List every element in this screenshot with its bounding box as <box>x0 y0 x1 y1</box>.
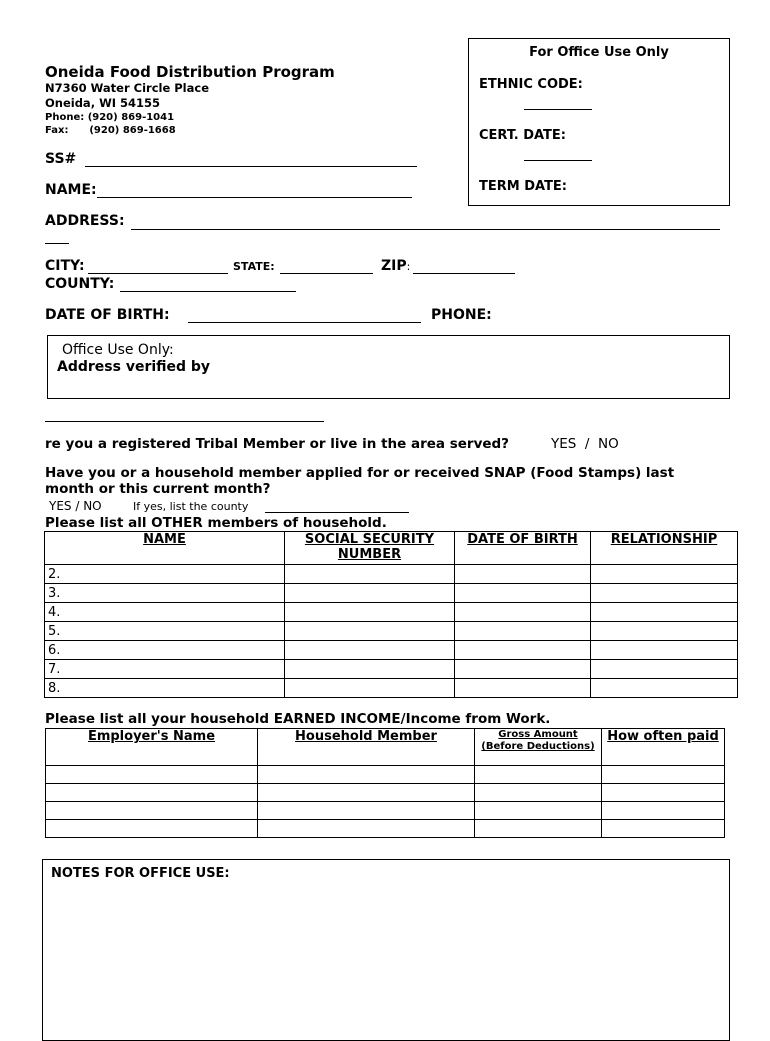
members-heading: Please list all OTHER members of household. <box>45 515 387 531</box>
income-header-row <box>46 729 725 766</box>
address-verified-box <box>47 335 730 399</box>
col-dob-header: DATE OF BIRTH <box>455 532 591 565</box>
verified-by-signature-line[interactable] <box>45 421 324 422</box>
member-cell[interactable] <box>258 820 475 838</box>
gross-cell[interactable] <box>475 784 602 802</box>
dob-cell[interactable] <box>455 641 591 660</box>
address-field[interactable] <box>131 229 720 230</box>
relationship-cell[interactable] <box>591 584 738 603</box>
verify-by-label: Address verified by <box>57 359 211 375</box>
ss-label: SS# <box>45 151 77 167</box>
frequency-cell[interactable] <box>602 766 725 784</box>
program-phone: Phone: (920) 869-1041 <box>45 112 175 123</box>
name-label: NAME: <box>45 182 97 198</box>
dob-label: DATE OF BIRTH: <box>45 307 170 323</box>
row-number[interactable]: 5. <box>45 622 285 641</box>
relationship-cell[interactable] <box>591 679 738 698</box>
gross-cell[interactable] <box>475 766 602 784</box>
county-field[interactable] <box>120 291 296 292</box>
tribal-question: re you a registered Tribal Member or live in the area served? <box>45 436 510 452</box>
zip-field[interactable] <box>413 273 515 274</box>
state-label: STATE: <box>233 260 275 273</box>
dob-cell[interactable] <box>455 660 591 679</box>
member-cell[interactable] <box>258 784 475 802</box>
frequency-cell[interactable] <box>602 820 725 838</box>
tribal-yes-no[interactable]: YES / NO <box>551 436 619 452</box>
relationship-cell[interactable] <box>591 641 738 660</box>
ssn-cell[interactable] <box>285 603 455 622</box>
program-title: Oneida Food Distribution Program <box>45 63 335 81</box>
col-how-often-header: How often paid <box>602 729 725 766</box>
ethnic-code-label: ETHNIC CODE: <box>479 77 583 92</box>
table-row <box>45 679 738 698</box>
verify-office-label: Office Use Only: <box>62 342 174 358</box>
address-field-continued[interactable] <box>45 243 69 244</box>
row-number[interactable]: 7. <box>45 660 285 679</box>
cert-date-field[interactable] <box>524 160 592 161</box>
dob-cell[interactable] <box>455 622 591 641</box>
employer-cell[interactable] <box>46 766 258 784</box>
row-number[interactable]: 8. <box>45 679 285 698</box>
cert-date-label: CERT. DATE: <box>479 128 566 143</box>
dob-cell[interactable] <box>455 603 591 622</box>
frequency-cell[interactable] <box>602 802 725 820</box>
earned-income-table <box>45 728 725 838</box>
member-cell[interactable] <box>258 802 475 820</box>
ssn-cell[interactable] <box>285 679 455 698</box>
row-number[interactable]: 6. <box>45 641 285 660</box>
table-row <box>45 584 738 603</box>
employer-cell[interactable] <box>46 802 258 820</box>
city-field[interactable] <box>88 273 228 274</box>
member-cell[interactable] <box>258 766 475 784</box>
phone-label: PHONE: <box>431 307 492 323</box>
term-date-label: TERM DATE: <box>479 179 568 194</box>
col-ssn-header: SOCIAL SECURITY NUMBER <box>285 532 455 565</box>
col-name-header: NAME <box>45 532 285 565</box>
address-label: ADDRESS: <box>45 213 125 229</box>
office-use-title: For Office Use Only <box>529 45 669 60</box>
notes-box[interactable] <box>42 859 730 1041</box>
dob-cell[interactable] <box>455 565 591 584</box>
table-row <box>45 660 738 679</box>
employer-cell[interactable] <box>46 820 258 838</box>
program-address-line1: N7360 Water Circle Place <box>45 81 210 95</box>
ssn-cell[interactable] <box>285 622 455 641</box>
col-gross-amount-header: Gross Amount (Before Deductions) <box>475 729 602 766</box>
row-number[interactable]: 4. <box>45 603 285 622</box>
city-label: CITY: <box>45 258 85 274</box>
income-heading: Please list all your household EARNED INCOME/Income from Work. <box>45 711 551 727</box>
table-row <box>46 802 725 820</box>
col-employer-header: Employer's Name <box>46 729 258 766</box>
zip-label: ZIP: <box>381 258 411 274</box>
dob-cell[interactable] <box>455 679 591 698</box>
table-row <box>46 820 725 838</box>
table-row <box>46 766 725 784</box>
snap-county-label: If yes, list the county <box>133 500 249 513</box>
household-members-table <box>44 531 738 698</box>
table-row <box>46 784 725 802</box>
frequency-cell[interactable] <box>602 784 725 802</box>
relationship-cell[interactable] <box>591 565 738 584</box>
snap-yes-no[interactable]: YES / NO <box>49 499 102 513</box>
ssn-cell[interactable] <box>285 565 455 584</box>
relationship-cell[interactable] <box>591 603 738 622</box>
state-field[interactable] <box>280 273 373 274</box>
ssn-cell[interactable] <box>285 584 455 603</box>
snap-question: Have you or a household member applied for or received SNAP (Food Stamps) last month or this current month? <box>45 465 675 497</box>
row-number[interactable]: 2. <box>45 565 285 584</box>
office-use-box <box>468 38 730 206</box>
notes-title: NOTES FOR OFFICE USE: <box>51 866 230 881</box>
employer-cell[interactable] <box>46 784 258 802</box>
county-label: COUNTY: <box>45 276 115 292</box>
program-address-line2: Oneida, WI 54155 <box>45 96 161 110</box>
relationship-cell[interactable] <box>591 622 738 641</box>
dob-cell[interactable] <box>455 584 591 603</box>
gross-cell[interactable] <box>475 820 602 838</box>
relationship-cell[interactable] <box>591 660 738 679</box>
gross-cell[interactable] <box>475 802 602 820</box>
ssn-cell[interactable] <box>285 641 455 660</box>
table-row <box>45 641 738 660</box>
col-household-member-header: Household Member <box>258 729 475 766</box>
members-header-row <box>45 532 738 565</box>
table-row <box>45 603 738 622</box>
dob-field[interactable] <box>188 322 421 323</box>
table-row <box>45 622 738 641</box>
col-relationship-header: RELATIONSHIP <box>591 532 738 565</box>
ssn-cell[interactable] <box>285 660 455 679</box>
snap-county-field[interactable] <box>265 512 409 513</box>
program-fax: Fax: (920) 869-1668 <box>45 125 176 136</box>
table-row <box>45 565 738 584</box>
name-field[interactable] <box>97 197 412 198</box>
ethnic-code-field[interactable] <box>524 109 592 110</box>
ss-field[interactable] <box>85 166 417 167</box>
row-number[interactable]: 3. <box>45 584 285 603</box>
